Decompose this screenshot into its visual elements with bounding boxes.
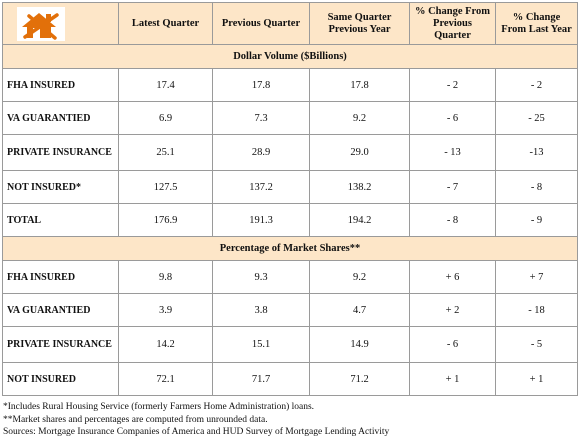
cell-previous: 28.9	[213, 135, 310, 171]
cell-same-quarter: 29.0	[310, 135, 410, 171]
cell-change-previous: + 1	[410, 363, 496, 396]
cell-change-year: - 8	[496, 171, 578, 204]
cell-previous: 137.2	[213, 171, 310, 204]
cell-latest: 3.9	[119, 294, 213, 327]
row-label: NOT INSURED	[3, 363, 119, 396]
section-header-market-shares	[3, 237, 578, 261]
cell-previous: 191.3	[213, 204, 310, 237]
section-title: Percentage of Market Shares**	[3, 237, 578, 261]
cell-same-quarter: 71.2	[310, 363, 410, 396]
cell-previous: 7.3	[213, 102, 310, 135]
table-row	[3, 171, 578, 204]
row-label: PRIVATE INSURANCE	[3, 135, 119, 171]
cell-change-year: - 2	[496, 69, 578, 102]
cell-change-previous: - 6	[410, 102, 496, 135]
cell-latest: 72.1	[119, 363, 213, 396]
cell-change-previous: - 13	[410, 135, 496, 171]
row-label: NOT INSURED*	[3, 171, 119, 204]
header-latest-quarter: Latest Quarter	[119, 3, 213, 45]
cell-same-quarter: 9.2	[310, 102, 410, 135]
cell-previous: 71.7	[213, 363, 310, 396]
cell-change-previous: + 2	[410, 294, 496, 327]
table-row	[3, 363, 578, 396]
table-row	[3, 102, 578, 135]
cell-change-year: - 25	[496, 102, 578, 135]
footnotes	[3, 401, 578, 439]
cell-latest: 127.5	[119, 171, 213, 204]
cell-previous: 15.1	[213, 327, 310, 363]
row-label: FHA INSURED	[3, 261, 119, 294]
header-same-quarter-previous-year: Same Quarter Previous Year	[310, 3, 410, 45]
cell-latest: 6.9	[119, 102, 213, 135]
cell-same-quarter: 9.2	[310, 261, 410, 294]
table-row	[3, 204, 578, 237]
cell-change-year: - 9	[496, 204, 578, 237]
table-row	[3, 261, 578, 294]
house-with-cross-out-icon	[17, 7, 65, 41]
cell-previous: 17.8	[213, 69, 310, 102]
cell-change-previous: - 8	[410, 204, 496, 237]
cell-change-previous: - 6	[410, 327, 496, 363]
cell-same-quarter: 138.2	[310, 171, 410, 204]
cell-latest: 14.2	[119, 327, 213, 363]
cell-change-previous: - 2	[410, 69, 496, 102]
footnote-sources: Sources: Mortgage Insurance Companies of America and HUD Survey of Mortgage Lending Activity	[3, 427, 390, 437]
cell-previous: 9.3	[213, 261, 310, 294]
cell-same-quarter: 194.2	[310, 204, 410, 237]
cell-change-year: - 18	[496, 294, 578, 327]
cell-latest: 9.8	[119, 261, 213, 294]
footnote-rural-housing: *Includes Rural Housing Service (formerly Farmers Home Administration) loans.	[3, 402, 315, 412]
section-header-dollar-volume	[3, 45, 578, 69]
cell-change-previous: - 7	[410, 171, 496, 204]
cell-latest: 25.1	[119, 135, 213, 171]
table-row	[3, 327, 578, 363]
row-label: FHA INSURED	[3, 69, 119, 102]
cell-previous: 3.8	[213, 294, 310, 327]
logo-cell	[3, 3, 119, 45]
table-row	[3, 69, 578, 102]
cell-change-year: - 5	[496, 327, 578, 363]
row-label: VA GUARANTIED	[3, 102, 119, 135]
cell-change-year: -13	[496, 135, 578, 171]
section-title: Dollar Volume ($Billions)	[3, 45, 578, 69]
header-row	[3, 3, 578, 45]
cell-same-quarter: 17.8	[310, 69, 410, 102]
cell-latest: 176.9	[119, 204, 213, 237]
row-label: TOTAL	[3, 204, 119, 237]
cell-change-previous: + 6	[410, 261, 496, 294]
row-label: PRIVATE INSURANCE	[3, 327, 119, 363]
row-label: VA GUARANTIED	[3, 294, 119, 327]
cell-latest: 17.4	[119, 69, 213, 102]
cell-same-quarter: 14.9	[310, 327, 410, 363]
header-change-previous-quarter: % Change From Previous Quarter	[410, 3, 496, 45]
cell-change-year: + 7	[496, 261, 578, 294]
header-change-last-year: % Change From Last Year	[496, 3, 578, 45]
table-row	[3, 135, 578, 171]
table-row	[3, 294, 578, 327]
header-previous-quarter: Previous Quarter	[213, 3, 310, 45]
cell-change-year: + 1	[496, 363, 578, 396]
mortgage-insurance-table	[2, 2, 578, 396]
cell-same-quarter: 4.7	[310, 294, 410, 327]
footnote-unrounded-data: **Market shares and percentages are computed from unrounded data.	[3, 414, 268, 425]
